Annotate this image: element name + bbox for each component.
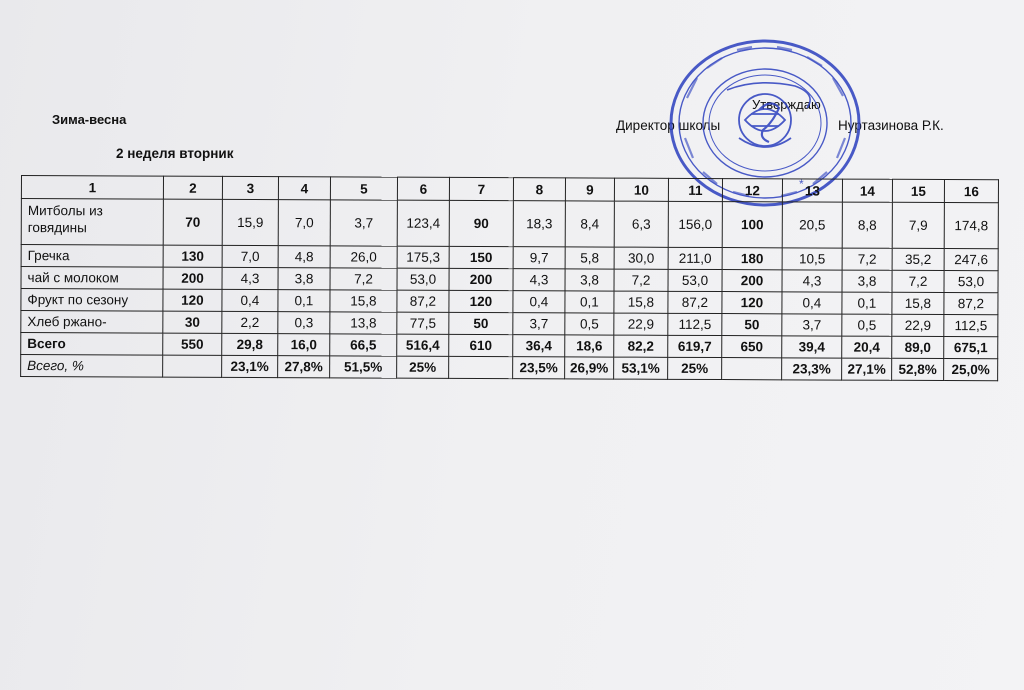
table-cell: 22,9 <box>892 314 944 336</box>
table-cell: 7,0 <box>278 200 330 246</box>
table-cell: 13,8 <box>330 312 397 334</box>
table-cell: 120 <box>722 292 782 314</box>
table-cell: 4,3 <box>513 269 565 291</box>
table-cell <box>449 356 513 378</box>
percent-row <box>21 355 998 381</box>
table-cell: 200 <box>449 268 513 290</box>
table-cell: 50 <box>722 314 782 336</box>
table-cell: 23,5% <box>513 357 565 379</box>
table-cell: 0,4 <box>222 289 278 311</box>
table-cell: 16,0 <box>278 334 330 356</box>
table-cell: 0,5 <box>565 313 614 335</box>
table-cell: 7,2 <box>614 269 668 291</box>
table-cell: 610 <box>449 334 513 356</box>
column-header: 10 <box>614 178 668 201</box>
column-header: 9 <box>565 178 614 201</box>
column-header: 1 <box>21 176 163 200</box>
table-cell: 3,8 <box>565 269 614 291</box>
table-cell: 550 <box>163 333 222 355</box>
table-cell: 89,0 <box>892 336 944 358</box>
row-label: Всего <box>21 333 163 356</box>
column-header: 7 <box>449 177 513 200</box>
table-cell: 27,8% <box>278 356 330 378</box>
row-label: Митболы из говядины <box>21 199 163 246</box>
row-label: Фрукт по сезону <box>21 289 163 312</box>
approval-label: Утверждаю <box>752 97 821 112</box>
table-cell <box>163 355 222 377</box>
row-label: Гречка <box>21 245 163 268</box>
table-cell: 30,0 <box>614 247 668 269</box>
table-cell: 150 <box>449 246 513 268</box>
column-header: 6 <box>397 177 449 200</box>
table-cell: 0,1 <box>278 290 330 312</box>
table-cell: 90 <box>449 200 513 246</box>
table-cell: 18,6 <box>565 335 614 357</box>
table-cell: 25% <box>668 357 722 379</box>
column-header: 3 <box>222 176 278 199</box>
menu-table <box>20 175 999 381</box>
table-cell: 0,5 <box>842 314 892 336</box>
day-title: 2 неделя вторник <box>116 146 234 161</box>
table-cell: 15,8 <box>330 290 397 312</box>
table-cell: 0,1 <box>565 291 614 313</box>
table-cell: 87,2 <box>668 291 722 313</box>
table-cell: 30 <box>163 311 222 333</box>
table-cell: 211,0 <box>668 247 722 269</box>
table-cell: 87,2 <box>944 293 998 315</box>
table-cell: 35,2 <box>892 248 944 270</box>
table-cell <box>722 358 782 380</box>
table-cell: 52,8% <box>892 358 944 380</box>
table-cell: 70 <box>163 199 222 245</box>
director-name: Нуртазинова Р.К. <box>838 118 944 133</box>
table-cell: 7,2 <box>842 248 892 270</box>
table-cell: 20,5 <box>782 202 842 248</box>
table-cell: 53,0 <box>944 271 998 293</box>
table-cell: 516,4 <box>397 334 449 356</box>
table-cell: 0,4 <box>782 292 842 314</box>
table-cell: 20,4 <box>842 336 892 358</box>
table-cell: 23,1% <box>222 355 278 377</box>
table-cell: 8,4 <box>565 201 614 247</box>
table-cell: 112,5 <box>944 315 998 337</box>
column-header: 16 <box>944 180 998 203</box>
table-cell: 29,8 <box>222 333 278 355</box>
row-label: чай с молоком <box>21 267 163 290</box>
column-header: 12 <box>722 179 782 202</box>
table-cell: 39,4 <box>782 336 842 358</box>
column-header: 15 <box>892 179 944 202</box>
table-cell: 27,1% <box>842 358 892 380</box>
table-cell: 23,3% <box>782 358 842 380</box>
row-label: Всего, % <box>21 355 163 378</box>
table-cell: 36,4 <box>513 335 565 357</box>
column-header: 8 <box>513 178 565 201</box>
table-cell: 130 <box>163 245 222 267</box>
table-cell: 200 <box>722 270 782 292</box>
table-cell: 8,8 <box>842 202 892 248</box>
table-cell: 3,7 <box>330 200 397 246</box>
column-header: 13 <box>782 179 842 202</box>
table-cell: 175,3 <box>397 246 449 268</box>
table-cell: 53,0 <box>397 268 449 290</box>
table-cell: 7,9 <box>892 202 944 248</box>
table-cell: 619,7 <box>668 335 722 357</box>
table-cell: 51,5% <box>330 356 397 378</box>
table-cell: 3,8 <box>278 268 330 290</box>
table-cell: 77,5 <box>397 312 449 334</box>
table-row <box>21 199 998 249</box>
table-cell: 53,1% <box>614 357 668 379</box>
column-header: 14 <box>842 179 892 202</box>
table-cell: 174,8 <box>944 203 998 249</box>
table-cell: 18,3 <box>513 201 565 247</box>
table-cell: 650 <box>722 336 782 358</box>
table-cell: 9,7 <box>513 247 565 269</box>
table-cell: 53,0 <box>668 269 722 291</box>
row-label: Хлеб ржано- <box>21 311 163 334</box>
table-cell: 120 <box>163 289 222 311</box>
table-cell: 82,2 <box>614 335 668 357</box>
table-cell: 112,5 <box>668 313 722 335</box>
table-cell: 675,1 <box>944 337 998 359</box>
table-cell: 0,4 <box>513 291 565 313</box>
table-cell: 3,7 <box>782 314 842 336</box>
table-cell: 180 <box>722 248 782 270</box>
table-cell: 7,2 <box>330 268 397 290</box>
director-label: Директор школы <box>616 118 721 133</box>
table-cell: 5,8 <box>565 247 614 269</box>
column-header: 2 <box>163 176 222 199</box>
menu-table-body <box>21 176 999 381</box>
table-cell: 0,1 <box>842 292 892 314</box>
column-header: 5 <box>330 177 397 200</box>
table-cell: 15,8 <box>614 291 668 313</box>
table-cell: 10,5 <box>782 248 842 270</box>
table-cell: 7,0 <box>222 245 278 267</box>
table-cell: 66,5 <box>330 334 397 356</box>
table-cell: 156,0 <box>668 201 722 247</box>
table-cell: 200 <box>163 267 222 289</box>
column-header: 11 <box>668 178 722 201</box>
table-cell: 4,8 <box>278 246 330 268</box>
table-cell: 25% <box>397 356 449 378</box>
season-title: Зима-весна <box>52 112 127 127</box>
table-cell: 87,2 <box>397 290 449 312</box>
table-cell: 0,3 <box>278 312 330 334</box>
table-cell: 247,6 <box>944 249 998 271</box>
table-cell: 6,3 <box>614 201 668 247</box>
table-cell: 50 <box>449 312 513 334</box>
table-cell: 15,8 <box>892 292 944 314</box>
table-cell: 26,0 <box>330 246 397 268</box>
table-cell: 100 <box>722 202 782 248</box>
table-cell: 3,8 <box>842 270 892 292</box>
table-cell: 15,9 <box>222 199 278 245</box>
table-cell: 4,3 <box>222 267 278 289</box>
table-cell: 3,7 <box>513 313 565 335</box>
column-header: 4 <box>278 177 330 200</box>
table-cell: 25,0% <box>944 359 998 381</box>
table-cell: 120 <box>449 290 513 312</box>
table-cell: 2,2 <box>222 311 278 333</box>
svg-text:*: * <box>799 177 804 191</box>
table-cell: 22,9 <box>614 313 668 335</box>
table-cell: 26,9% <box>565 357 614 379</box>
table-cell: 123,4 <box>397 200 449 246</box>
table-cell: 7,2 <box>892 270 944 292</box>
table-cell: 4,3 <box>782 270 842 292</box>
